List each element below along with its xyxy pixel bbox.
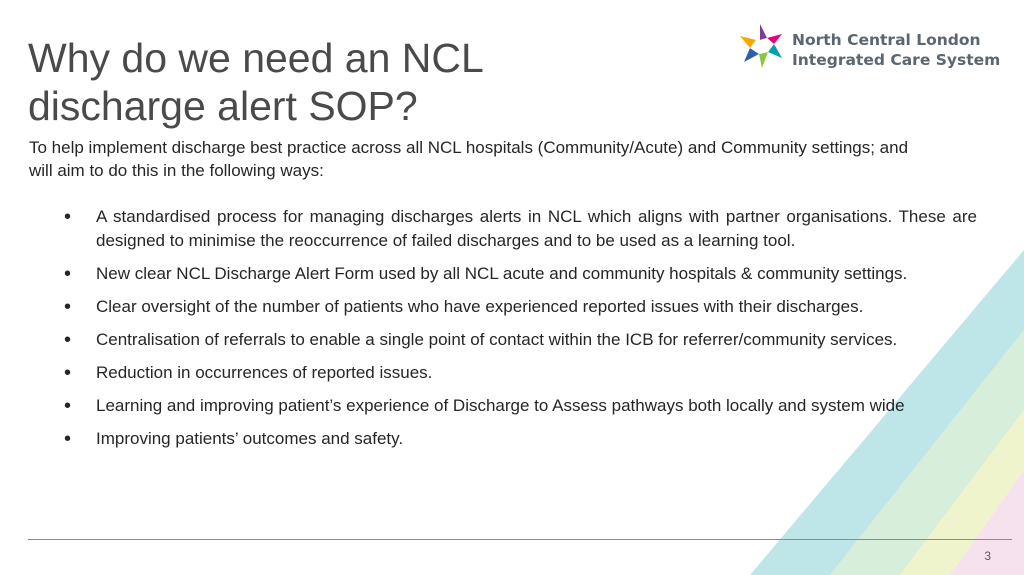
logo-line-1: North Central London [792, 31, 981, 49]
bullet-glyph: • [64, 362, 72, 384]
bullet-text: New clear NCL Discharge Alert Form used by all NCL acute and community hospitals & community settings. [96, 264, 908, 283]
ncl-ics-logo [738, 22, 1008, 72]
title-line-1: Why do we need an NCL [28, 35, 484, 81]
bullet-glyph: • [64, 395, 72, 417]
bullet-list [60, 205, 977, 460]
bullet-text: Reduction in occurrences of reported issues. [96, 363, 433, 382]
bullet-text: Learning and improving patient’s experience of Discharge to Assess pathways both locally and system wide [96, 396, 905, 415]
bullet-item [60, 394, 977, 418]
bullet-glyph: • [64, 428, 72, 450]
page-number: 3 [984, 549, 991, 563]
title-line-2: discharge alert SOP? [28, 83, 418, 129]
bullet-glyph: • [64, 296, 72, 318]
bullet-item [60, 295, 977, 319]
bullet-glyph: • [64, 263, 72, 285]
logo-line-2: Integrated Care System [792, 51, 1001, 69]
footer-divider [28, 539, 1012, 540]
bullet-item [60, 262, 977, 286]
bullet-item [60, 361, 977, 385]
intro-text: To help implement discharge best practice across all NCL hospitals (Community/Acute) and Community settings; and will aim to do this in the following ways: [29, 138, 909, 180]
bullet-text: A standardised process for managing discharges alerts in NCL which aligns with partner organisations. These are designed to minimise the reoccurrence of failed discharges and to be used as a learning tool. [96, 207, 977, 250]
bullet-glyph: • [64, 206, 72, 228]
logo-wordmark [792, 30, 1000, 70]
bullet-text: Improving patients’ outcomes and safety. [96, 429, 404, 448]
bullet-glyph: • [64, 329, 72, 351]
bullet-item [60, 328, 977, 352]
page-title [28, 34, 484, 130]
bullet-text: Clear oversight of the number of patients who have experienced reported issues with their discharges. [96, 297, 864, 316]
bullet-item [60, 205, 977, 253]
bullet-text: Centralisation of referrals to enable a single point of contact within the ICB for referrer/community services. [96, 330, 898, 349]
bullet-item [60, 427, 977, 451]
star-logo-icon [738, 22, 788, 70]
